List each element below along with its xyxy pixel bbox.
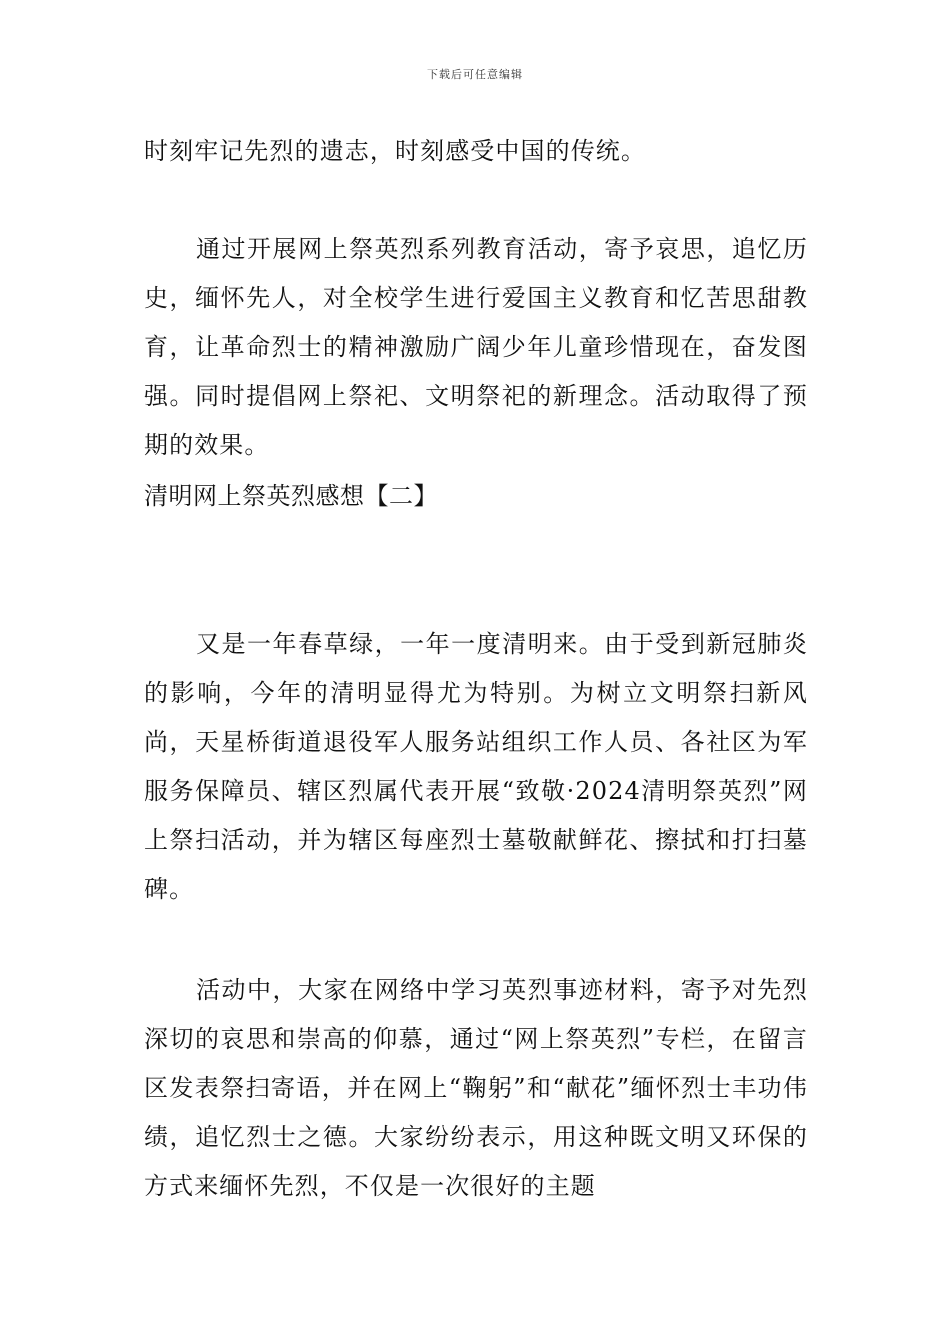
paragraph-2: 又是一年春草绿，一年一度清明来。由于受到新冠肺炎的影响，今年的清明显得尤为特别。为树立文明祭扫新风尚，天星桥街道退役军人服务站组织工作人员、各社区为军服务保障员、辖区烈属代表开展“致敬·2024清明祭英烈”网上祭扫活动，并为辖区每座烈士墓敬献鲜花、擦拭和打扫墓碑。 [144, 630, 808, 903]
paragraph-continuation: 时刻牢记先烈的遗志，时刻感受中国的传统。 [144, 137, 646, 165]
section-heading: 清明网上祭英烈感想【二】 [144, 482, 438, 510]
paragraph-3: 活动中，大家在网络中学习英烈事迹材料，寄予对先烈深切的哀思和崇高的仰慕，通过“网上祭英烈”专栏，在留言区发表祭扫寄语，并在网上“鞠躬”和“献花”缅怀烈士丰功伟绩，追忆烈士之德。大家纷纷表示，用这种既文明又环保的方式来缅怀先烈，不仅是一次很好的主题 [144, 976, 808, 1200]
paragraph-1: 通过开展网上祭英烈系列教育活动，寄予哀思，追忆历史，缅怀先人，对全校学生进行爱国主义教育和忆苦思甜教育，让革命烈士的精神激励广阔少年儿童珍惜现在，奋发图强。同时提倡网上祭祀、文明祭祀的新理念。活动取得了预期的效果。 [144, 235, 808, 459]
page-header-note: 下载后可任意编辑 [427, 68, 523, 81]
